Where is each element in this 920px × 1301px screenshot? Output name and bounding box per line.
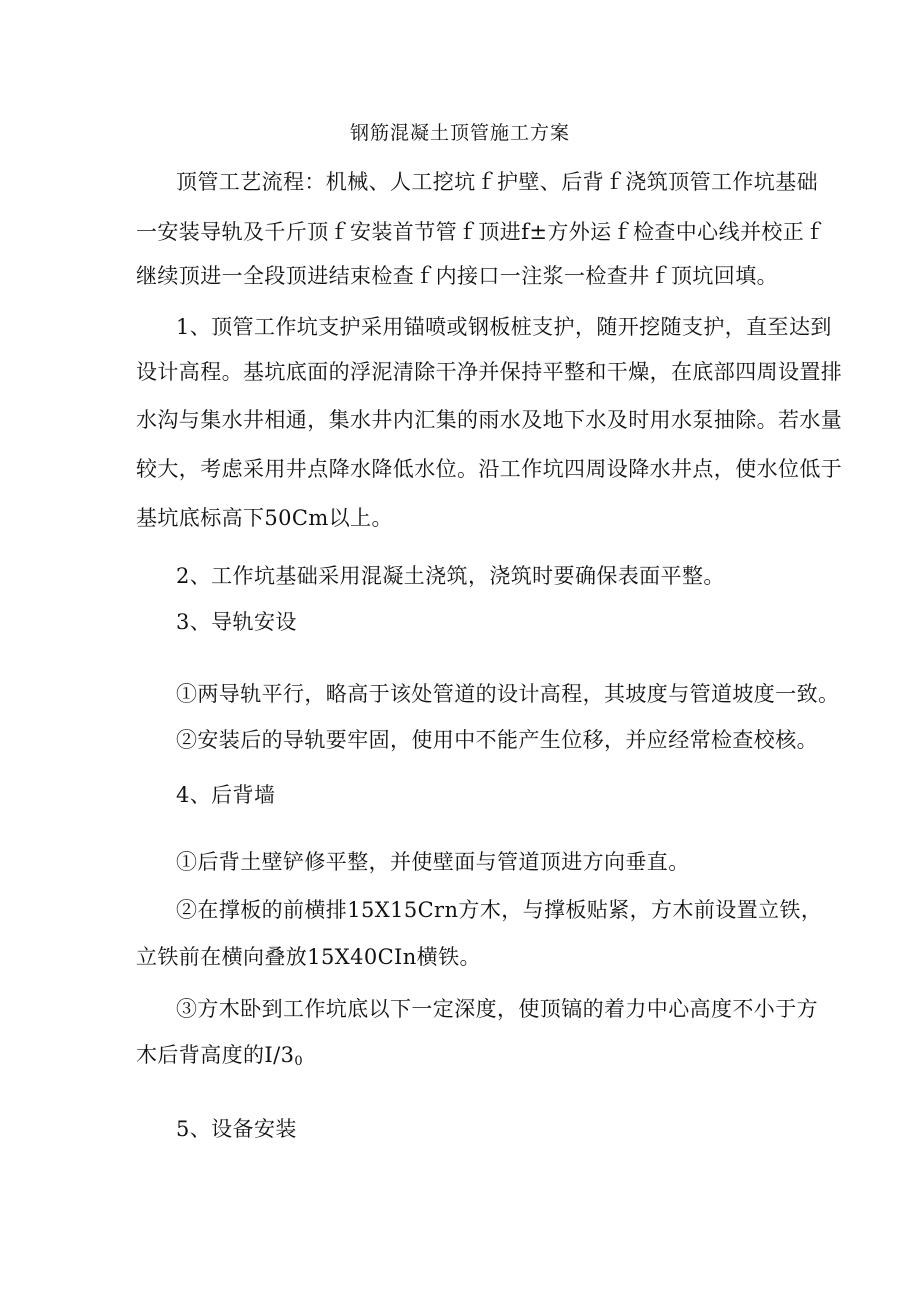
paragraph-line: 一安装导轨及千斤顶ｆ安装首节管ｆ顶进f±方外运ｆ检查中心线并校正ｆ (136, 220, 826, 244)
section-heading: 4、后背墙 (176, 783, 276, 807)
paragraph-line: 立铁前在横向叠放15X40CIn横铁。 (136, 945, 481, 969)
paragraph-line: ③方木卧到工作坑底以下一定深度，使顶镐的着力中心高度不小于方 (176, 997, 818, 1021)
paragraph-line: ①后背土壁铲修平整，并使壁面与管道顶进方向垂直。 (176, 850, 690, 874)
paragraph-line: 水沟与集水井相通，集水井内汇集的雨水及地下水及时用水泵抽除。若水量 (136, 408, 843, 432)
paragraph-line: 较大，考虑采用井点降水降低水位。沿工作坑四周设降水井点，使水位低于 (136, 457, 843, 481)
paragraph-line: ①两导轨平行，略高于该处管道的设计高程，其坡度与管道坡度一致。 (176, 682, 840, 706)
document-title: 钢筋混凝土顶管施工方案 (349, 122, 570, 144)
section-heading: 3、导轨安设 (176, 610, 297, 634)
subscript-text: 0 (294, 1054, 304, 1069)
paragraph-line: 1、顶管工作坑支护采用锚喷或钢板桩支护，随开挖随支护，直至达到 (176, 315, 832, 339)
paragraph-line: ②在撑板的前横排15X15Crn方木，与撑板贴紧，方木前设置立铁， (176, 898, 823, 922)
paragraph-line: ②安装后的导轨要牢固，使用中不能产生位移，并应经常检查校核。 (176, 728, 818, 752)
paragraph-line: 设计高程。基坑底面的浮泥清除干净并保持平整和干燥，在底部四周设置排 (136, 360, 843, 384)
paragraph-line: 2、工作坑基础采用混凝土浇筑，浇筑时要确保表面平整。 (176, 564, 725, 588)
paragraph-line: 继续顶进一全段顶进结束检查ｆ内接口一注浆一检查井ｆ顶坑回填。 (136, 264, 778, 288)
paragraph-line: 顶管工艺流程：机械、人工挖坑ｆ护壁、后背ｆ浇筑顶管工作坑基础 (176, 170, 818, 194)
section-heading: 5、设备安装 (176, 1117, 297, 1141)
line-text: 木后背高度的I/3 (136, 1043, 295, 1067)
paragraph-line (136, 1041, 303, 1076)
paragraph-line: 基坑底标高下50Cm以上。 (136, 506, 393, 530)
